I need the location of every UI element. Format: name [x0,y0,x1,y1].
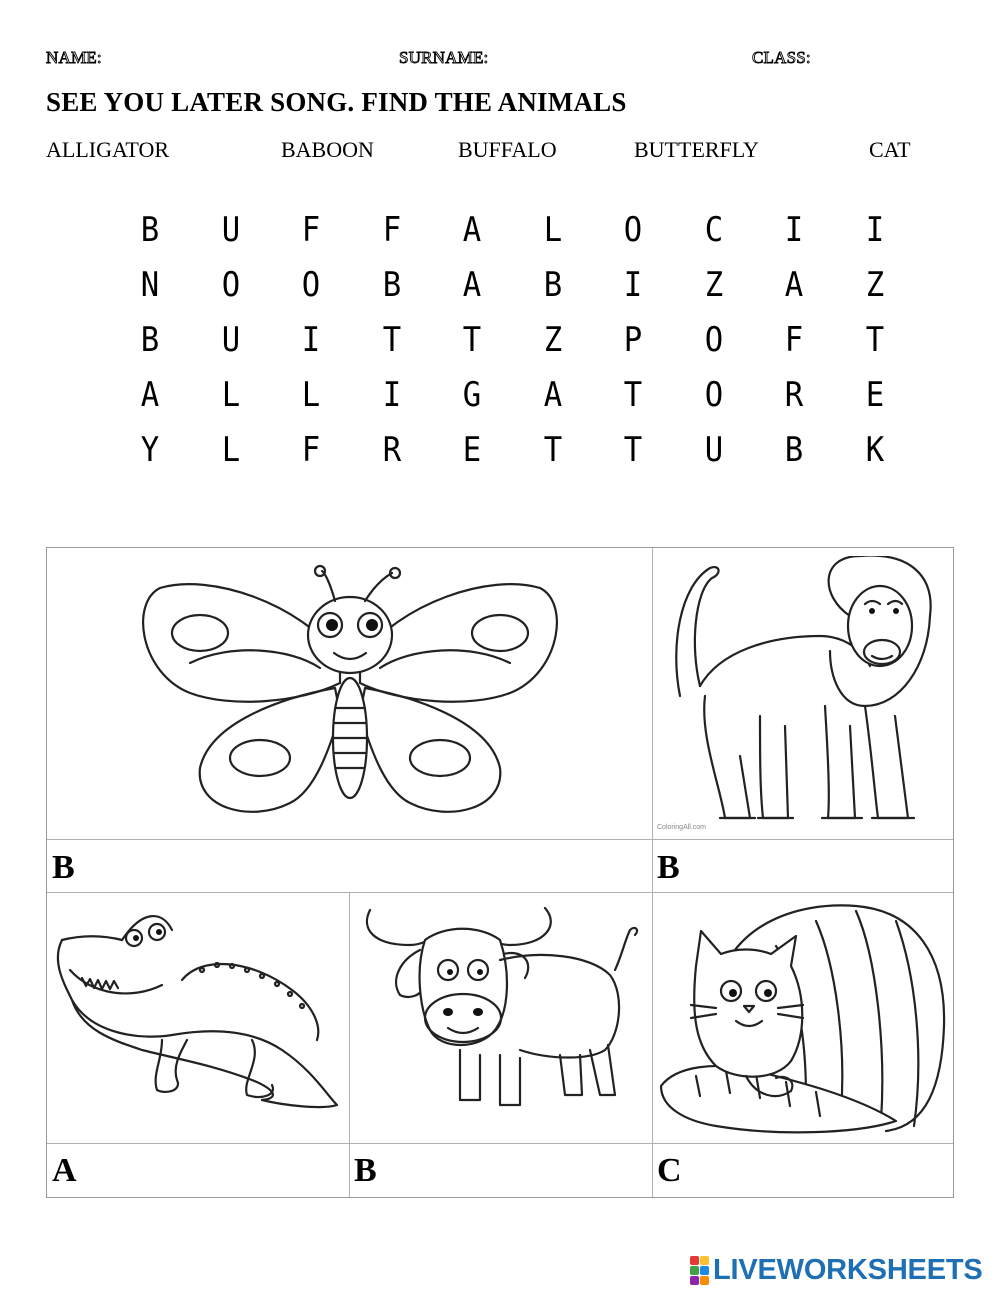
grid-letter[interactable]: I [784,210,804,250]
word-bank-item: BUFFALO [458,137,557,162]
grid-letter[interactable]: C [704,210,723,250]
grid-letter[interactable]: I [382,375,401,415]
word-bank-item: BABOON [281,137,374,162]
worksheet-title: SEE YOU LATER SONG. FIND THE ANIMALS [46,87,627,117]
grid-letter[interactable]: O [704,375,723,415]
grid-letter[interactable]: U [221,210,240,250]
grid-letter[interactable]: K [865,430,884,470]
grid-letter[interactable]: R [784,375,804,415]
grid-letter[interactable]: T [543,430,562,470]
grid-letter[interactable]: B [140,210,160,250]
grid-letter[interactable]: F [301,430,321,470]
grid-letter[interactable]: E [462,430,482,470]
grid-letter[interactable]: O [623,210,643,250]
grid-letter[interactable]: F [784,320,804,360]
grid-letter[interactable]: A [784,265,804,305]
grid-letter[interactable]: L [301,375,321,415]
grid-letter[interactable]: O [301,265,321,305]
grid-letter[interactable]: L [221,430,240,470]
class-label: CLASS: [752,48,811,67]
grid-letter[interactable]: U [221,320,240,360]
answer-letter-baboon: B [657,849,680,886]
grid-letter[interactable]: Z [704,265,723,305]
grid-letter[interactable]: T [462,320,482,360]
grid-letter[interactable]: T [623,430,643,470]
answer-letter-alligator: A [52,1152,77,1189]
liveworksheets-logo [690,1254,983,1286]
buffalo-picture [360,900,642,1130]
grid-letter[interactable]: O [221,265,240,305]
answer-letter-cat: C [657,1152,682,1189]
answer-letter-butterfly: B [52,849,75,886]
image-credit: ColoringAll.com [657,824,707,831]
cat-picture [656,896,946,1140]
grid-letter[interactable]: I [865,210,884,250]
grid-letter[interactable]: B [382,265,401,305]
surname-label: SURNAME: [399,48,489,67]
answer-letter-buffalo: B [354,1152,377,1189]
grid-letter[interactable]: E [865,375,884,415]
grid-letter[interactable]: I [301,320,321,360]
word-search-grid [120,208,890,478]
butterfly-picture [130,563,570,835]
name-label: NAME: [46,48,102,67]
grid-letter[interactable]: L [543,210,562,250]
grid-letter[interactable]: Z [865,265,884,305]
logo-text: LIVEWORKSHEETS [713,1253,983,1286]
grid-letter[interactable]: A [462,265,482,305]
grid-letter[interactable]: B [140,320,160,360]
grid-letter[interactable]: F [382,210,401,250]
baboon-picture [660,556,942,834]
word-bank-item: BUTTERFLY [634,137,759,162]
grid-letter[interactable]: T [865,320,884,360]
grid-letter[interactable]: L [221,375,240,415]
grid-letter[interactable]: A [140,375,160,415]
word-bank-item: CAT [869,137,911,162]
grid-letter[interactable]: T [623,375,643,415]
grid-letter[interactable]: G [462,375,482,415]
grid-letter[interactable]: Y [140,430,160,470]
grid-letter[interactable]: B [784,430,804,470]
grid-letter[interactable]: T [382,320,401,360]
grid-letter[interactable]: R [382,430,401,470]
grid-letter[interactable]: U [704,430,723,470]
grid-letter[interactable]: A [543,375,562,415]
word-bank-item: ALLIGATOR [46,137,170,162]
grid-letter[interactable]: F [301,210,321,250]
grid-letter[interactable]: Z [543,320,562,360]
alligator-picture [52,900,342,1118]
grid-letter[interactable]: O [704,320,723,360]
grid-letter[interactable]: P [623,320,643,360]
grid-letter[interactable]: A [462,210,482,250]
logo-mark-icon [690,1256,709,1285]
grid-letter[interactable]: N [140,265,160,305]
grid-letter[interactable]: B [543,265,562,305]
grid-letter[interactable]: I [623,265,643,305]
